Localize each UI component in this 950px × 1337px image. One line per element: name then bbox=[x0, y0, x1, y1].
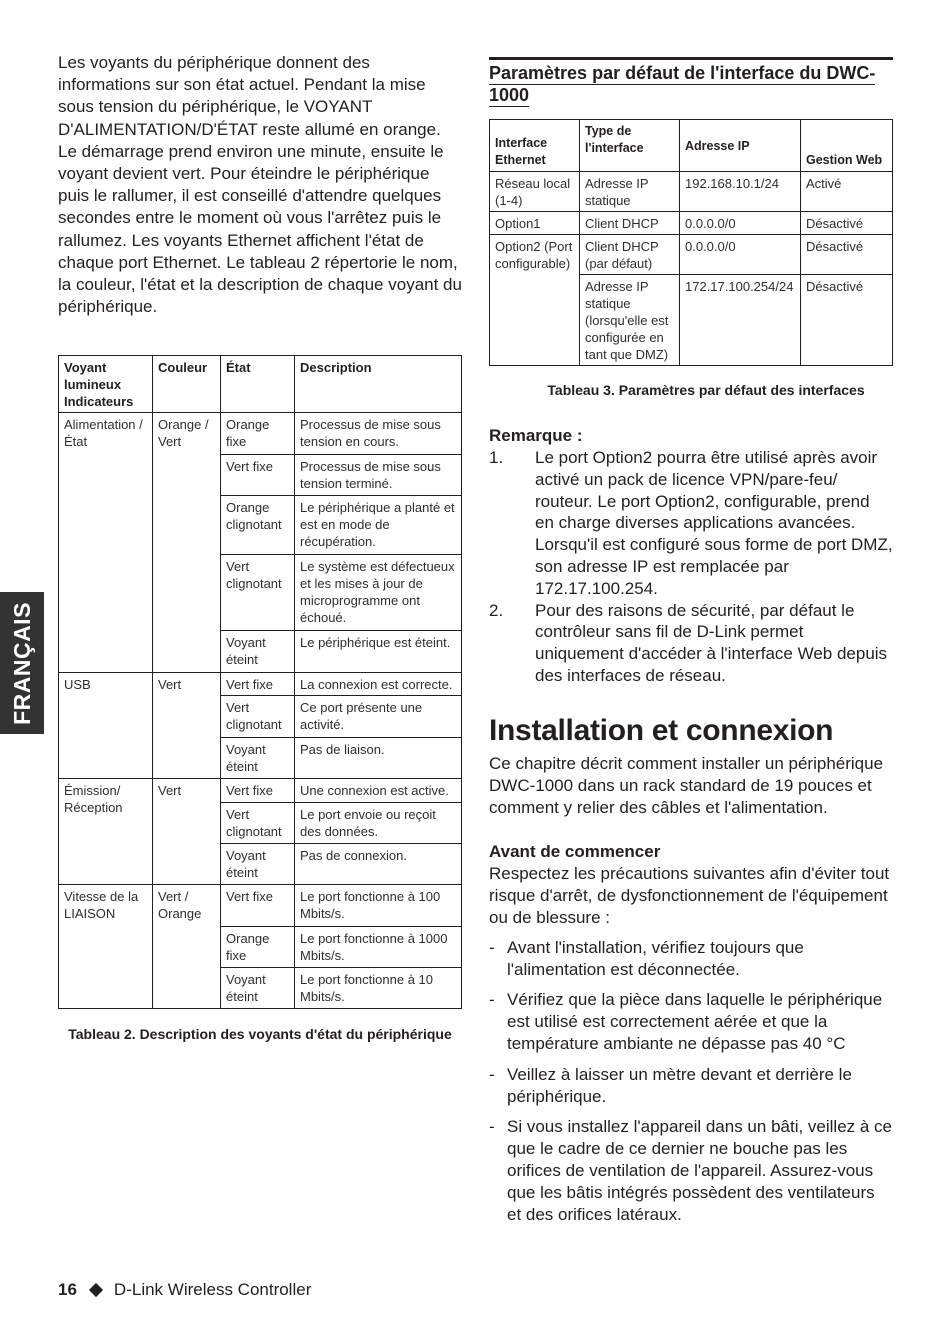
description-cell: Le périphérique a planté et est en mode de récupération. bbox=[295, 496, 462, 555]
state-cell: Orange fixe bbox=[221, 926, 295, 967]
interface-defaults-table bbox=[489, 119, 893, 366]
ip-address-cell: 172.17.100.254/24 bbox=[680, 275, 801, 366]
language-tab-label: FRANÇAIS bbox=[8, 601, 35, 725]
description-cell: Processus de mise sous tension en cours. bbox=[295, 413, 462, 454]
table-row bbox=[490, 212, 893, 235]
description-cell: Le port fonctionne à 100 Mbits/s. bbox=[295, 885, 462, 926]
state-cell: Orange fixe bbox=[221, 413, 295, 454]
list-number: 2. bbox=[489, 600, 504, 620]
description-cell: Le port envoie ou reçoit des données. bbox=[295, 802, 462, 843]
section-divider bbox=[489, 57, 893, 60]
page-footer bbox=[58, 1280, 311, 1300]
indicator-name-cell: USB bbox=[59, 672, 153, 778]
table2-caption: Tableau 2. Description des voyants d'état du périphérique bbox=[68, 1026, 452, 1043]
bullet-dash: - bbox=[489, 990, 495, 1010]
web-management-cell: Activé bbox=[801, 172, 893, 212]
indicator-color-cell: Orange / Vert bbox=[153, 413, 221, 672]
diamond-icon bbox=[89, 1283, 103, 1297]
table3-caption: Tableau 3. Paramètres par défaut des interfaces bbox=[547, 382, 865, 398]
table-header-row bbox=[59, 356, 462, 413]
interface-cell: Option1 bbox=[490, 212, 580, 235]
description-cell: Le périphérique est éteint. bbox=[295, 631, 462, 672]
table-header-cell: Description bbox=[295, 356, 462, 413]
interface-type-cell: Adresse IP statique bbox=[580, 172, 680, 212]
state-cell: Orange clignotant bbox=[221, 496, 295, 555]
state-cell: Vert clignotant bbox=[221, 802, 295, 843]
indicator-color-cell: Vert bbox=[153, 672, 221, 778]
list-text: Vérifiez que la pièce dans laquelle le périphérique est utilisé est correctement aérée et que la température ambiante ne dépasse pas 40 °C bbox=[507, 990, 883, 1054]
list-item bbox=[489, 447, 893, 600]
table3-heading bbox=[489, 62, 893, 106]
table-row bbox=[490, 172, 893, 212]
ip-address-cell: 192.168.10.1/24 bbox=[680, 172, 801, 212]
list-item bbox=[489, 1116, 893, 1226]
table-header-cell: Type de l'interface bbox=[580, 120, 680, 172]
state-cell: Vert clignotant bbox=[221, 554, 295, 630]
description-cell: Pas de liaison. bbox=[295, 737, 462, 778]
bullet-dash: - bbox=[489, 937, 495, 957]
table-header-cell: Interface Ethernet bbox=[490, 120, 580, 172]
precautions-list bbox=[489, 937, 893, 1227]
interface-type-cell: Adresse IP statique (lorsqu'elle est configurée en tant que DMZ) bbox=[580, 275, 680, 366]
section-intro: Ce chapitre décrit comment installer un périphérique DWC-1000 dans un rack standard de 19 pouces et comment y relier des câbles et l'alimentation. bbox=[489, 753, 884, 817]
interface-type-cell: Client DHCP bbox=[580, 212, 680, 235]
left-column bbox=[58, 52, 462, 1043]
list-text: Avant l'installation, vérifiez toujours que l'alimentation est déconnectée. bbox=[507, 937, 804, 979]
description-cell: Le système est défectueux et les mises à jour de microprogramme ont échoué. bbox=[295, 554, 462, 630]
table-header-cell: Voyant lumineux Indicateurs bbox=[59, 356, 153, 413]
table3-heading-text: Paramètres par défaut de l'interface du DWC-1000 bbox=[489, 63, 876, 105]
description-cell: Le port fonctionne à 1000 Mbits/s. bbox=[295, 926, 462, 967]
remark-list bbox=[489, 447, 893, 687]
right-column bbox=[489, 57, 893, 1235]
description-cell: Pas de connexion. bbox=[295, 844, 462, 885]
description-cell: Ce port présente une activité. bbox=[295, 696, 462, 737]
bullet-dash: - bbox=[489, 1117, 495, 1137]
table-header-cell: Couleur bbox=[153, 356, 221, 413]
table-row bbox=[59, 885, 462, 926]
table-row bbox=[59, 672, 462, 696]
ip-address-cell: 0.0.0.0/0 bbox=[680, 212, 801, 235]
section-title: Installation et connexion bbox=[489, 713, 834, 747]
state-cell: Vert fixe bbox=[221, 779, 295, 803]
table-header-cell: État bbox=[221, 356, 295, 413]
page-number: 16 bbox=[58, 1280, 77, 1299]
state-cell: Vert fixe bbox=[221, 885, 295, 926]
list-item bbox=[489, 937, 893, 981]
table-header-row bbox=[490, 120, 893, 172]
state-cell: Voyant éteint bbox=[221, 737, 295, 778]
table-row bbox=[490, 235, 893, 275]
list-item bbox=[489, 989, 893, 1055]
table-header-cell: Adresse IP bbox=[680, 120, 801, 172]
interface-type-cell: Client DHCP (par défaut) bbox=[580, 235, 680, 275]
indicator-name-cell: Vitesse de la LIAISON bbox=[59, 885, 153, 1009]
description-cell: Le port fonctionne à 10 Mbits/s. bbox=[295, 968, 462, 1009]
web-management-cell: Désactivé bbox=[801, 212, 893, 235]
state-cell: Vert clignotant bbox=[221, 696, 295, 737]
table-row bbox=[59, 413, 462, 454]
bullet-dash: - bbox=[489, 1064, 495, 1084]
indicator-color-cell: Vert bbox=[153, 779, 221, 885]
state-cell: Voyant éteint bbox=[221, 844, 295, 885]
indicator-color-cell: Vert / Orange bbox=[153, 885, 221, 1009]
web-management-cell: Désactivé bbox=[801, 275, 893, 366]
intro-paragraph: Les voyants du périphérique donnent des informations sur son état actuel. Pendant la mise sous tension du périphérique, le VOYANT D'ALIMENTATION/D'ÉTAT reste allumé en orange. Le démarrage prend environ une minute, ensuite le voyant devient vert. Pour éteindre le périphérique puis le rallumer, il est conseillé d'attendre quelques secondes entre le moment où vous l'arrêtez puis le rallumez. Les voyants Ethernet affichent l'état de chaque port Ethernet. Le tableau 2 répertorie le nom, la couleur, l'état et la description de chaque voyant du périphérique. bbox=[58, 53, 462, 317]
remark-title: Remarque : bbox=[489, 426, 583, 445]
list-item bbox=[489, 1064, 893, 1108]
state-cell: Vert fixe bbox=[221, 672, 295, 696]
description-cell: La connexion est correcte. bbox=[295, 672, 462, 696]
interface-cell: Réseau local (1-4) bbox=[490, 172, 580, 212]
table-row bbox=[59, 779, 462, 803]
state-cell: Voyant éteint bbox=[221, 631, 295, 672]
language-tab bbox=[0, 592, 44, 734]
list-number: 1. bbox=[489, 448, 504, 467]
list-text: Le port Option2 pourra être utilisé après avoir activé un pack de licence VPN/pare-feu/ routeur. Le port Option2, configurable, prend en charge diverses applications avancées. Lorsqu'il est configuré sous forme de port DMZ, son adresse IP est remplacée par 172.17.100.254. bbox=[535, 448, 893, 598]
interface-cell: Option2 (Port configurable) bbox=[490, 235, 580, 366]
list-text: Pour des raisons de sécurité, par défaut le contrôleur sans fil de D-Link permet uniquement d'accéder à l'interface Web depuis des interfaces de réseau. bbox=[535, 600, 888, 685]
indicator-name-cell: Alimentation / État bbox=[59, 413, 153, 672]
state-cell: Voyant éteint bbox=[221, 968, 295, 1009]
list-text: Si vous installez l'appareil dans un bâti, veillez à ce que le cadre de ce dernier ne bouche pas les orifices de ventilation de l'appareil. Assurez-vous que les bâtis intégrés possèdent des ventilateurs et des orifices latéraux. bbox=[507, 1117, 893, 1225]
web-management-cell: Désactivé bbox=[801, 235, 893, 275]
list-text: Veillez à laisser un mètre devant et derrière le périphérique. bbox=[507, 1064, 852, 1106]
description-cell: Processus de mise sous tension terminé. bbox=[295, 454, 462, 495]
subsection-title: Avant de commencer bbox=[489, 841, 661, 861]
description-cell: Une connexion est active. bbox=[295, 779, 462, 803]
state-cell: Vert fixe bbox=[221, 454, 295, 495]
ip-address-cell: 0.0.0.0/0 bbox=[680, 235, 801, 275]
list-item bbox=[489, 600, 893, 687]
footer-title: D-Link Wireless Controller bbox=[113, 1280, 312, 1299]
subsection-intro: Respectez les précautions suivantes afin d'éviter tout risque d'arrêt, de dysfonctionnement de l'équipement ou de blessure : bbox=[489, 863, 890, 927]
indicator-name-cell: Émission/ Réception bbox=[59, 779, 153, 885]
led-status-table bbox=[58, 355, 462, 1009]
table-header-cell: Gestion Web bbox=[801, 120, 893, 172]
